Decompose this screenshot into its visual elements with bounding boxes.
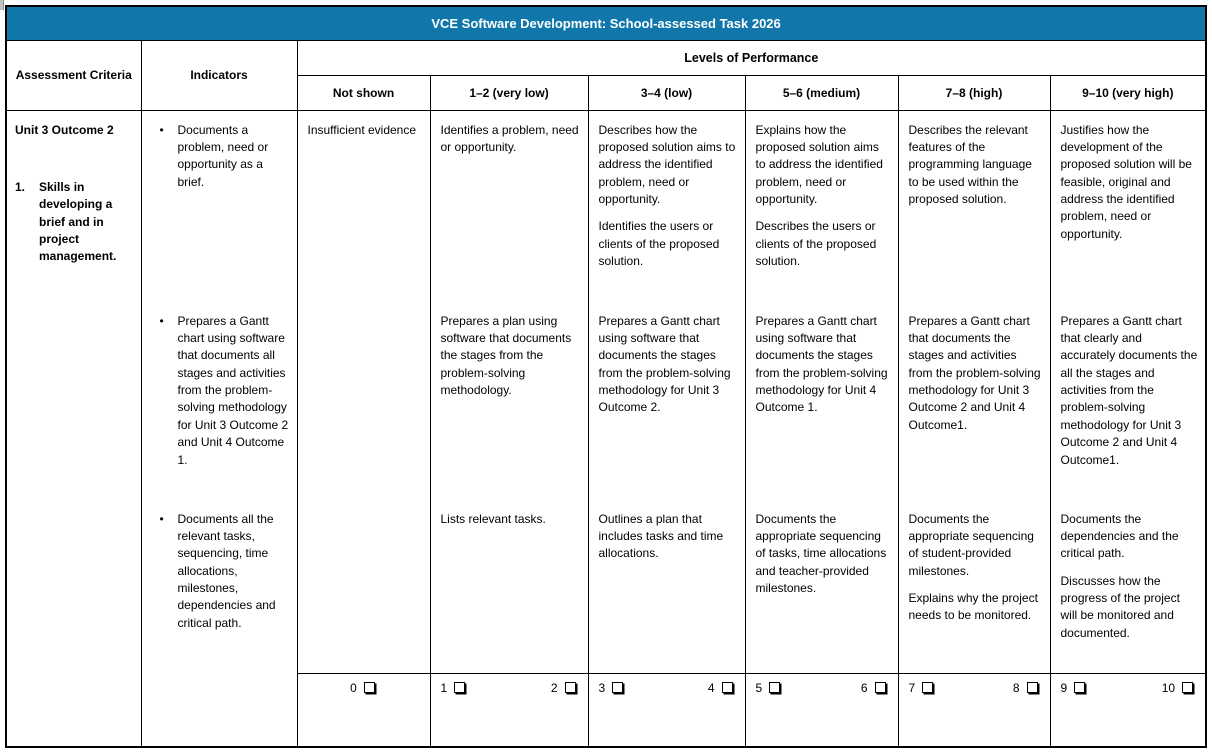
column-header-low: 3–4 (low) [588, 75, 745, 110]
score-option-7 [909, 681, 936, 695]
checkbox-10[interactable] [1182, 682, 1193, 693]
paragraph: Identifies the users or clients of the proposed solution. [598, 219, 720, 269]
paragraph: Insufficient evidence [307, 122, 417, 137]
checkbox-7[interactable] [922, 682, 933, 693]
checkbox-6[interactable] [875, 682, 886, 693]
score-cell-very-high [1050, 673, 1206, 746]
criteria-item-text: Skills in developing a brief and in project management. [39, 179, 117, 264]
checkbox-1[interactable] [454, 682, 465, 693]
score-label-6: 6 [860, 680, 868, 695]
score-label-10: 10 [1161, 680, 1176, 695]
bullet-icon: • [159, 511, 164, 526]
cell-indicators [141, 110, 297, 747]
score-cell-high [898, 673, 1050, 746]
checkbox-4[interactable] [722, 682, 733, 693]
cell-low-group-1 [599, 122, 738, 281]
indicator-text-2: Prepares a Gantt chart using software that documents all stages and activities from the problem-solving methodology for Unit 3 Outcome 2 and Unit 4 Outcome 1. [177, 313, 289, 467]
paragraph: Identifies a problem, need or opportunity. [440, 122, 579, 154]
paragraph: Justifies how the development of the proposed solution will be feasible, original and address the identified problem, need or opportunity. [1060, 122, 1192, 241]
column-header-not-shown: Not shown [297, 75, 430, 110]
score-cell-not-shown [297, 673, 430, 746]
cell-high-group-1 [909, 122, 1043, 219]
paragraph: Describes the users or clients of the proposed solution. [755, 219, 877, 269]
paragraph: Prepares a Gantt chart that clearly and accurately documents the all the stages and activities from the problem-solving methodology for Unit 3 Outcome 2 and Unit 4 Outcome1. [1060, 313, 1198, 467]
indicator-item-2 [152, 313, 290, 470]
paragraph: Discusses how the progress of the project will be monitored and documented. [1060, 573, 1180, 640]
score-label-3: 3 [598, 680, 606, 695]
cell-very-low-group-3 [441, 511, 581, 538]
column-header-medium: 5–6 (medium) [745, 75, 898, 110]
cell-medium-group-1 [756, 122, 891, 281]
cell-very-high-group-1 [1061, 122, 1199, 254]
paragraph: Prepares a Gantt chart that documents the stages and activities from the problem-solving methodology for Unit 3 Outcome 2 and Unit 4 Outcome1. [908, 313, 1041, 432]
checkbox-8[interactable] [1027, 682, 1038, 693]
score-label-2: 2 [550, 680, 558, 695]
cell-very-high [1050, 110, 1206, 673]
score-option-4 [708, 681, 735, 695]
checkbox-2[interactable] [565, 682, 576, 693]
document-title: VCE Software Development: School-assessed Task 2026 [431, 15, 781, 31]
indicator-text-3: Documents all the relevant tasks, sequencing, time allocations, milestones, dependencies and critical path. [177, 511, 276, 630]
cell-medium [745, 110, 898, 673]
paragraph: Explains why the project needs to be monitored. [908, 591, 1038, 623]
column-header-high: 7–8 (high) [898, 75, 1050, 110]
indicator-item-1 [152, 122, 290, 192]
score-label-7: 7 [908, 680, 916, 695]
cell-not-shown-group-1 [308, 122, 423, 149]
paragraph: Explains how the proposed solution aims to address the identified problem, need or opportunity. [755, 122, 883, 207]
checkbox-0[interactable] [364, 682, 375, 693]
cell-high [898, 110, 1050, 673]
score-option-10 [1162, 681, 1195, 695]
score-option-2 [551, 681, 578, 695]
bullet-icon: • [159, 122, 164, 137]
cell-high-group-3 [909, 511, 1043, 635]
paragraph: Documents the dependencies and the critical path. [1060, 511, 1179, 561]
score-cell-low [588, 673, 745, 746]
cell-very-low-group-1 [441, 122, 581, 167]
score-label-4: 4 [707, 680, 715, 695]
column-header-very-low: 1–2 (very low) [430, 75, 588, 110]
column-header-assessment-criteria: Assessment Criteria [6, 40, 141, 110]
paragraph: Prepares a Gantt chart using software that documents the stages from the problem-solving methodology for Unit 3 Outcome 2. [598, 313, 731, 415]
score-label-5: 5 [755, 680, 763, 695]
cell-very-high-group-3 [1061, 511, 1199, 653]
checkbox-9[interactable] [1074, 682, 1085, 693]
score-option-9 [1061, 681, 1088, 695]
score-label-1: 1 [440, 680, 448, 695]
title-row [6, 6, 1206, 40]
paragraph: Documents the appropriate sequencing of tasks, time allocations and teacher-provided milestones. [755, 511, 887, 596]
paragraph: Documents the appropriate sequencing of student-provided milestones. [908, 511, 1034, 578]
score-label-9: 9 [1060, 680, 1068, 695]
score-label-8: 8 [1012, 680, 1020, 695]
cell-low [588, 110, 745, 673]
cell-low-group-2 [599, 313, 738, 427]
column-header-indicators: Indicators [141, 40, 297, 110]
score-option-3 [599, 681, 626, 695]
rubric-table [5, 5, 1207, 748]
header-row-1 [6, 40, 1206, 75]
cell-medium-group-2 [756, 313, 891, 427]
column-header-levels-of-performance: Levels of Performance [297, 40, 1206, 75]
cell-not-shown [297, 110, 430, 673]
cell-assessment-criteria [6, 110, 141, 747]
cell-high-group-2 [909, 313, 1043, 445]
paragraph: Outlines a plan that includes tasks and time allocations. [598, 511, 724, 561]
body-row [6, 110, 1206, 673]
cell-low-group-3 [599, 511, 738, 573]
column-header-very-high: 9–10 (very high) [1050, 75, 1206, 110]
indicator-text-1: Documents a problem, need or opportunity as a brief. [177, 122, 269, 189]
criteria-outcome: Unit 3 Outcome 2 [15, 122, 114, 137]
document-title-bar [6, 6, 1206, 40]
score-option-6 [861, 681, 888, 695]
score-cell-medium [745, 673, 898, 746]
paragraph: Prepares a plan using software that documents the stages from the problem-solving methodology. [440, 313, 572, 398]
paragraph: Lists relevant tasks. [440, 511, 546, 526]
paragraph: Describes the relevant features of the programming language to be used within the proposed solution. [908, 122, 1032, 207]
checkbox-5[interactable] [769, 682, 780, 693]
window-edge-artifact [0, 0, 4, 10]
criteria-item [15, 179, 133, 266]
score-option-8 [1013, 681, 1040, 695]
cell-very-low [430, 110, 588, 673]
paragraph: Describes how the proposed solution aims to address the identified problem, need or opportunity. [598, 122, 736, 207]
score-option-0 [350, 681, 377, 695]
score-option-5 [756, 681, 783, 695]
indicator-item-3 [152, 511, 290, 633]
criteria-item-number: 1. [15, 179, 26, 194]
checkbox-3[interactable] [612, 682, 623, 693]
score-option-1 [441, 681, 468, 695]
paragraph: Prepares a Gantt chart using software that documents the stages from the problem-solving methodology for Unit 4 Outcome 1. [755, 313, 888, 415]
cell-very-low-group-2 [441, 313, 581, 410]
score-label-0: 0 [350, 680, 357, 695]
cell-very-high-group-2 [1061, 313, 1199, 480]
cell-medium-group-3 [756, 511, 891, 608]
score-cell-very-low [430, 673, 588, 746]
bullet-icon: • [159, 313, 164, 328]
